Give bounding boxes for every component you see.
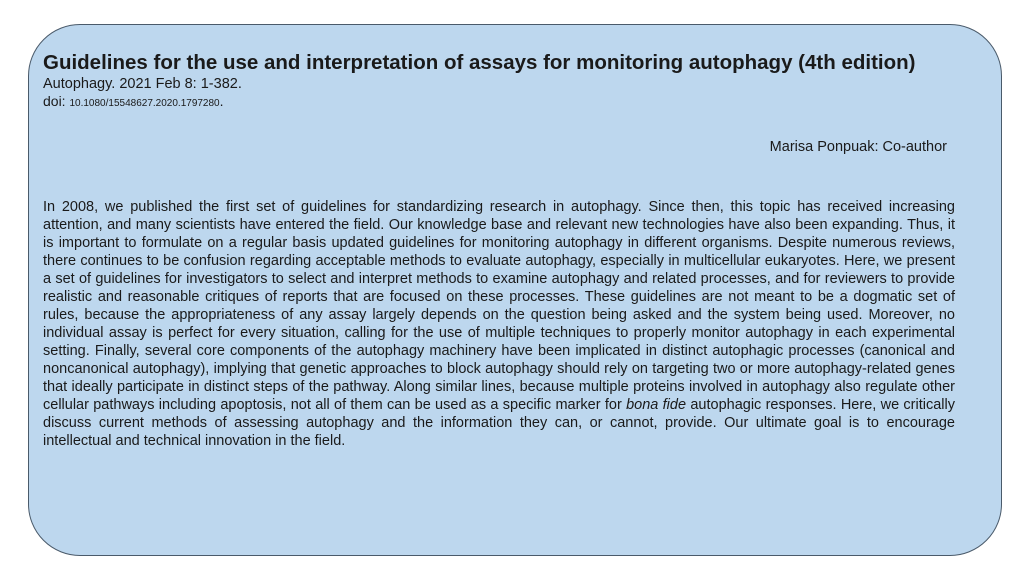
- doi-label: doi:: [43, 93, 66, 109]
- doi-suffix: .: [219, 93, 224, 109]
- doi-line: [43, 93, 961, 112]
- abstract-part-1: In 2008, we published the first set of guidelines for standardizing research in autophagy. Since then, this topic has received increasing attention, and many scientists have entered the field. Our knowledge base and relevant new technologies have also been expanding. Thus, it is important to formulate on a regular basis updated guidelines for monitoring autophagy in different organisms. Despite numerous reviews, there continues to be confusion regarding acceptable methods to evaluate autophagy, especially in multicellular eukaryotes. Here, we present a set of guidelines for investigators to select and interpret methods to examine autophagy and related processes, and for reviewers to provide realistic and reasonable critiques of reports that are focused on these processes. These guidelines are not meant to be a dogmatic set of rules, because the appropriateness of any assay largely depends on the question being asked and the system being used. Moreover, no individual assay is perfect for every situation, calling for the use of multiple techniques to properly monitor autophagy in each experimental setting. Finally, several core components of the autophagy machinery have been implicated in distinct autophagic processes (canonical and noncanonical autophagy), implying that genetic approaches to block autophagy should rely on targeting two or more autophagy-related genes that ideally participate in distinct steps of the pathway. Along similar lines, because multiple proteins involved in autophagy also regulate other cellular pathways including apoptosis, not all of them can be used as a specific marker for: [43, 199, 955, 413]
- author-line: Marisa Ponpuak: Co-author: [769, 139, 947, 155]
- abstract-text: [43, 198, 955, 450]
- doi-value: 10.1080/15548627.2020.1797280: [69, 98, 220, 109]
- paper-summary-card: [28, 24, 1002, 556]
- paper-title: Guidelines for the use and interpretation of assays for monitoring autophagy (4th edition): [43, 51, 916, 74]
- abstract-part-2: autophagic responses. Here, we critically discuss current methods of assessing autophagy and the information they can, or cannot, provide. Our ultimate goal is to encourage intellectual and technical innovation in the field.: [43, 397, 955, 449]
- abstract-italic-term: bona fide: [626, 397, 687, 413]
- journal-citation: Autophagy. 2021 Feb 8: 1-382.: [43, 76, 242, 92]
